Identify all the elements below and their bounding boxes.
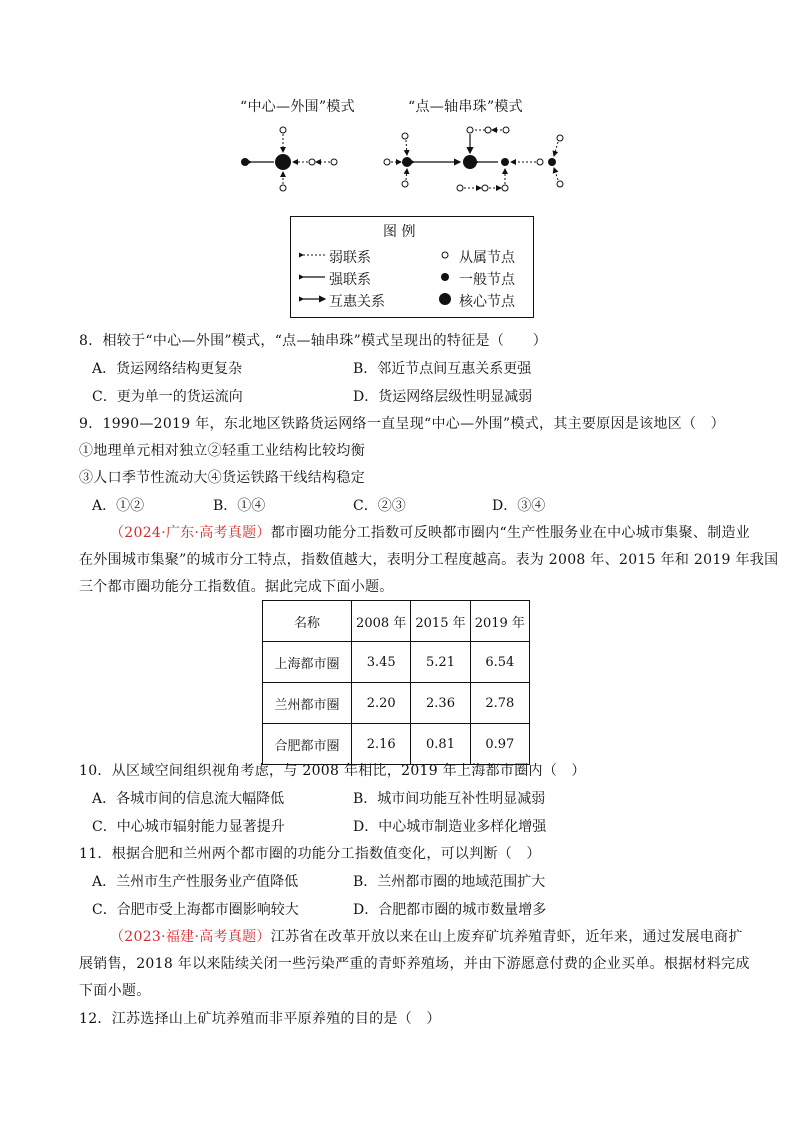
center-periphery-diagram xyxy=(241,127,337,191)
q8-option-d[interactable]: D．货运网络层级性明显减弱 xyxy=(353,389,533,405)
table-cell: 6.54 xyxy=(470,642,529,683)
q11-option-d[interactable]: D．合肥都市圈的城市数量增多 xyxy=(353,902,547,918)
table-header: 2008 年 xyxy=(352,601,411,642)
table-cell: 5.21 xyxy=(411,642,470,683)
table-header: 2019 年 xyxy=(470,601,529,642)
q10-option-c[interactable]: C．中心城市辐射能力显著提升 xyxy=(92,819,285,835)
q8-stem: 8．相较于“中心—外围”模式，“点—轴串珠”模式呈现出的特征是（ ） xyxy=(79,333,548,349)
point-axis-diagram xyxy=(384,127,563,191)
intro2-line1: （2023·福建·高考真题）江苏省在改革开放以来在山上废弃矿坑养殖青虾，近年来，通过发展电商扩 xyxy=(110,929,743,945)
q11-option-c[interactable]: C．合肥市受上海都市圈影响较大 xyxy=(92,902,299,918)
q8-option-c[interactable]: C．更为单一的货运流向 xyxy=(92,389,243,405)
legend-general: 一般节点 xyxy=(459,272,515,288)
legend-subordinate: 从属节点 xyxy=(459,250,515,266)
legend-weak: 弱联系 xyxy=(329,250,371,266)
point-axis-label: “点—轴串珠”模式 xyxy=(408,99,524,115)
intro2-line3: 下面小题。 xyxy=(79,983,151,999)
legend-mutual: 互惠关系 xyxy=(329,294,385,310)
table-cell: 2.16 xyxy=(352,724,411,765)
q10-stem: 10．从区域空间组织视角考虑，与 2008 年相比，2019 年上海都市圈内（ ） xyxy=(79,763,586,779)
table-cell: 2.36 xyxy=(411,683,470,724)
q11-stem: 11．根据合肥和兰州两个都市圈的功能分工指数值变化，可以判断（ ） xyxy=(79,846,541,862)
center-periphery-label: “中心—外围”模式 xyxy=(240,99,356,115)
q9-option-a[interactable]: A．①② xyxy=(92,498,145,514)
table-row xyxy=(263,724,530,765)
table-cell: 2.78 xyxy=(470,683,529,724)
table-header: 2015 年 xyxy=(411,601,470,642)
legend-core: 核心节点 xyxy=(459,294,515,310)
intro1-line3: 三个都市圈功能分工指数值。据此完成下面小题。 xyxy=(79,579,394,595)
table-cell: 兰州都市圈 xyxy=(263,683,352,724)
table-header-row xyxy=(263,601,530,642)
intro1-line1: （2024·广东·高考真题）都市圈功能分工指数可反映都市圈内“生产性服务业在中心城市集聚、制造业 xyxy=(110,525,751,541)
q12-stem: 12．江苏选择山上矿坑养殖而非平原养殖的目的是（ ） xyxy=(79,1011,441,1027)
q11-option-a[interactable]: A．兰州市生产性服务业产值降低 xyxy=(92,874,299,890)
q10-option-a[interactable]: A．各城市间的信息流大幅降低 xyxy=(92,791,285,807)
q8-option-b[interactable]: B．邻近节点间互惠关系更强 xyxy=(353,361,532,377)
table-row xyxy=(263,683,530,724)
table-header: 名称 xyxy=(263,601,352,642)
table-cell: 上海都市圈 xyxy=(263,642,352,683)
intro1-line2: 在外围城市集聚”的城市分工特点，指数值越大，表明分工程度越高。表为 2008 年、2015 年和 2019 年我国 xyxy=(79,552,779,568)
legend-node-icons xyxy=(435,245,455,315)
legend-strong: 强联系 xyxy=(329,272,371,288)
q9-option-c[interactable]: C．②③ xyxy=(353,498,406,514)
q9-option-b[interactable]: B．①④ xyxy=(213,498,266,514)
intro1-source: （2024·广东·高考真题） xyxy=(110,525,271,541)
table-cell: 合肥都市圈 xyxy=(263,724,352,765)
table-cell: 2.20 xyxy=(352,683,411,724)
q10-option-d[interactable]: D．中心城市制造业多样化增强 xyxy=(353,819,547,835)
table-cell: 3.45 xyxy=(352,642,411,683)
q9-option-d[interactable]: D．③④ xyxy=(492,498,546,514)
q11-option-b[interactable]: B．兰州都市圈的地域范围扩大 xyxy=(353,874,546,890)
legend-title: 图 例 xyxy=(383,224,416,240)
function-index-table xyxy=(262,600,530,765)
q9-stem: 9．1990—2019 年，东北地区铁路货运网络一直呈现“中心—外围”模式，其主要原因是该地区（ ） xyxy=(79,416,725,432)
legend xyxy=(290,216,534,318)
q9-statements-2: ③人口季节性流动大④货运铁路干线结构稳定 xyxy=(79,470,365,486)
legend-arrow-icons xyxy=(299,245,329,315)
q8-option-a[interactable]: A．货运网络结构更复杂 xyxy=(92,361,243,377)
table-cell: 0.97 xyxy=(470,724,529,765)
network-diagram xyxy=(230,120,590,200)
intro2-source: （2023·福建·高考真题） xyxy=(110,929,271,945)
q10-option-b[interactable]: B．城市间功能互补性明显减弱 xyxy=(353,791,546,807)
table-row xyxy=(263,642,530,683)
q9-statements-1: ①地理单元相对独立②轻重工业结构比较均衡 xyxy=(79,443,365,459)
intro2-line2: 展销售，2018 年以来陆续关闭一些污染严重的青虾养殖场，并由下游愿意付费的企业买单。根据材料完成 xyxy=(79,956,750,972)
table-cell: 0.81 xyxy=(411,724,470,765)
